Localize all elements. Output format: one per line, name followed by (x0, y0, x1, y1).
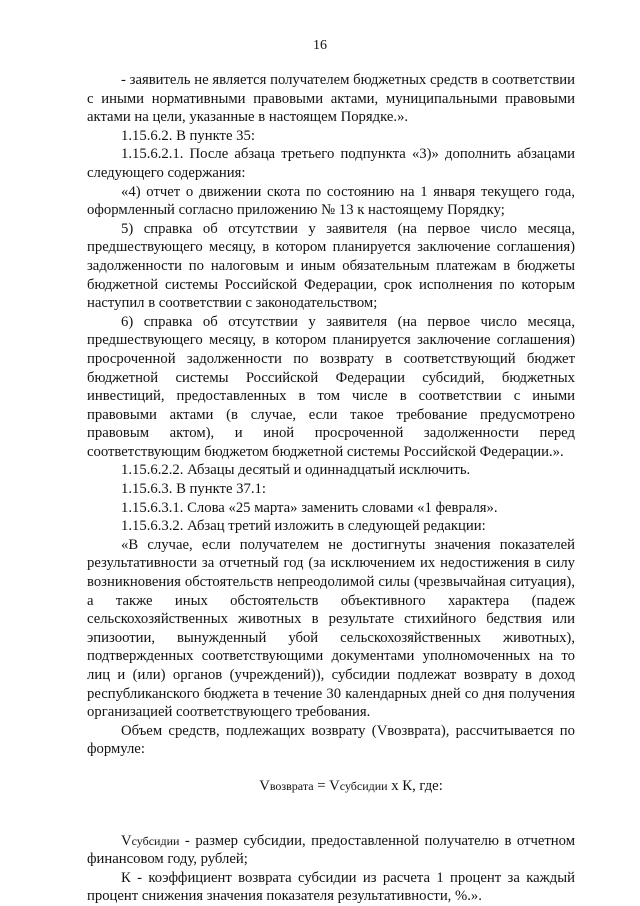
paragraph: «В случае, если получателем не достигнуты значения показателей результативности за отчетный год (за исключением их недостижения в силу возникновения обстоятельств непреодолимой силы (чрезвычайная ситуация), а также иных обстоятельств объективного характера (падеж сельскохозяйственных животных в результате стихийного бедствия или эпизоотии, вынужденный убой сельскохозяйственных животных), подтвержденных соответствующими документами уполномоченных на то лиц и (или) органов (учреждений)), субсидии подлежат возврату в доход республиканского бюджета в течение 30 календарных дней со дня получения организацией соответствующего требования. (87, 536, 575, 721)
paragraph: 1.15.6.3.1. Слова «25 марта» заменить словами «1 февраля». (121, 499, 498, 516)
paragraph: - заявитель не является получателем бюджетных средств в соответствии с иными нормативными правовыми актами, муниципальными правовыми актами на цели, указанные в настоящем Порядке.». (87, 72, 575, 126)
formula-eq: = V (313, 777, 340, 794)
definition (87, 869, 575, 906)
paragraph: «4) отчет о движении скота по состоянию на 1 января текущего года, оформленный согласно приложению № 13 к настоящему Порядку; (87, 183, 575, 219)
paragraph: 1.15.6.2. В пункте 35: (121, 127, 255, 144)
page-number: 16 (313, 38, 327, 53)
paragraph: 5) справка об отсутствии у заявителя (на первое число месяца, предшествующего месяцу, в котором планируется заключение соглашения) задолженности по налоговым и иным обязательным платежам в бюджеты бюджетной системы Российской Федерации, срок исполнения по которым наступил в соответствии с законодательством; (87, 220, 575, 312)
definition-sub: субсидии (131, 833, 180, 848)
definition-text: К - коэффициент возврата субсидии из расчета 1 процент за каждый процент снижения значения показателя результативности, %.». (87, 869, 575, 905)
paragraph: 1.15.6.3.2. Абзац третий изложить в следующей редакции: (121, 518, 486, 535)
paragraph: 1.15.6.2.1. После абзаца третьего подпункта «3)» дополнить абзацами следующего содержания: (87, 146, 575, 181)
paragraph: 6) справка об отсутствии у заявителя (на первое число месяца, предшествующего месяцу, в котором планируется заключение соглашения) просроченной задолженности по возврату в соответствующий бюджет бюджетной системы Российской Федерации субсидий, бюджетных инвестиций, предоставленных в том числе в соответствии с иными правовыми актами (в случае, если такое требование предусмотрено правовым актом), и иной просроченной задолженности перед соответствующим бюджетом бюджетной системы Российской Федерации.». (87, 313, 575, 460)
formula-sub2: субсидии (339, 778, 388, 793)
formula-rest: x К, где: (387, 777, 443, 794)
definition-v: V (121, 832, 132, 849)
formula-sub1: возврата (269, 778, 314, 793)
definition (87, 832, 575, 869)
paragraph: 1.15.6.3. В пункте 37.1: (121, 481, 266, 498)
document-body (87, 71, 575, 906)
paragraph: 1.15.6.2.2. Абзацы десятый и одиннадцатый исключить. (121, 462, 471, 479)
paragraph: Объем средств, подлежащих возврату (Vвозврата), рассчитывается по формуле: (87, 722, 575, 758)
formula (87, 777, 575, 796)
formula-v1: V (259, 777, 270, 794)
definition-text: - размер субсидии, предоставленной получателю в отчетном финансовом году, рублей; (87, 832, 575, 868)
